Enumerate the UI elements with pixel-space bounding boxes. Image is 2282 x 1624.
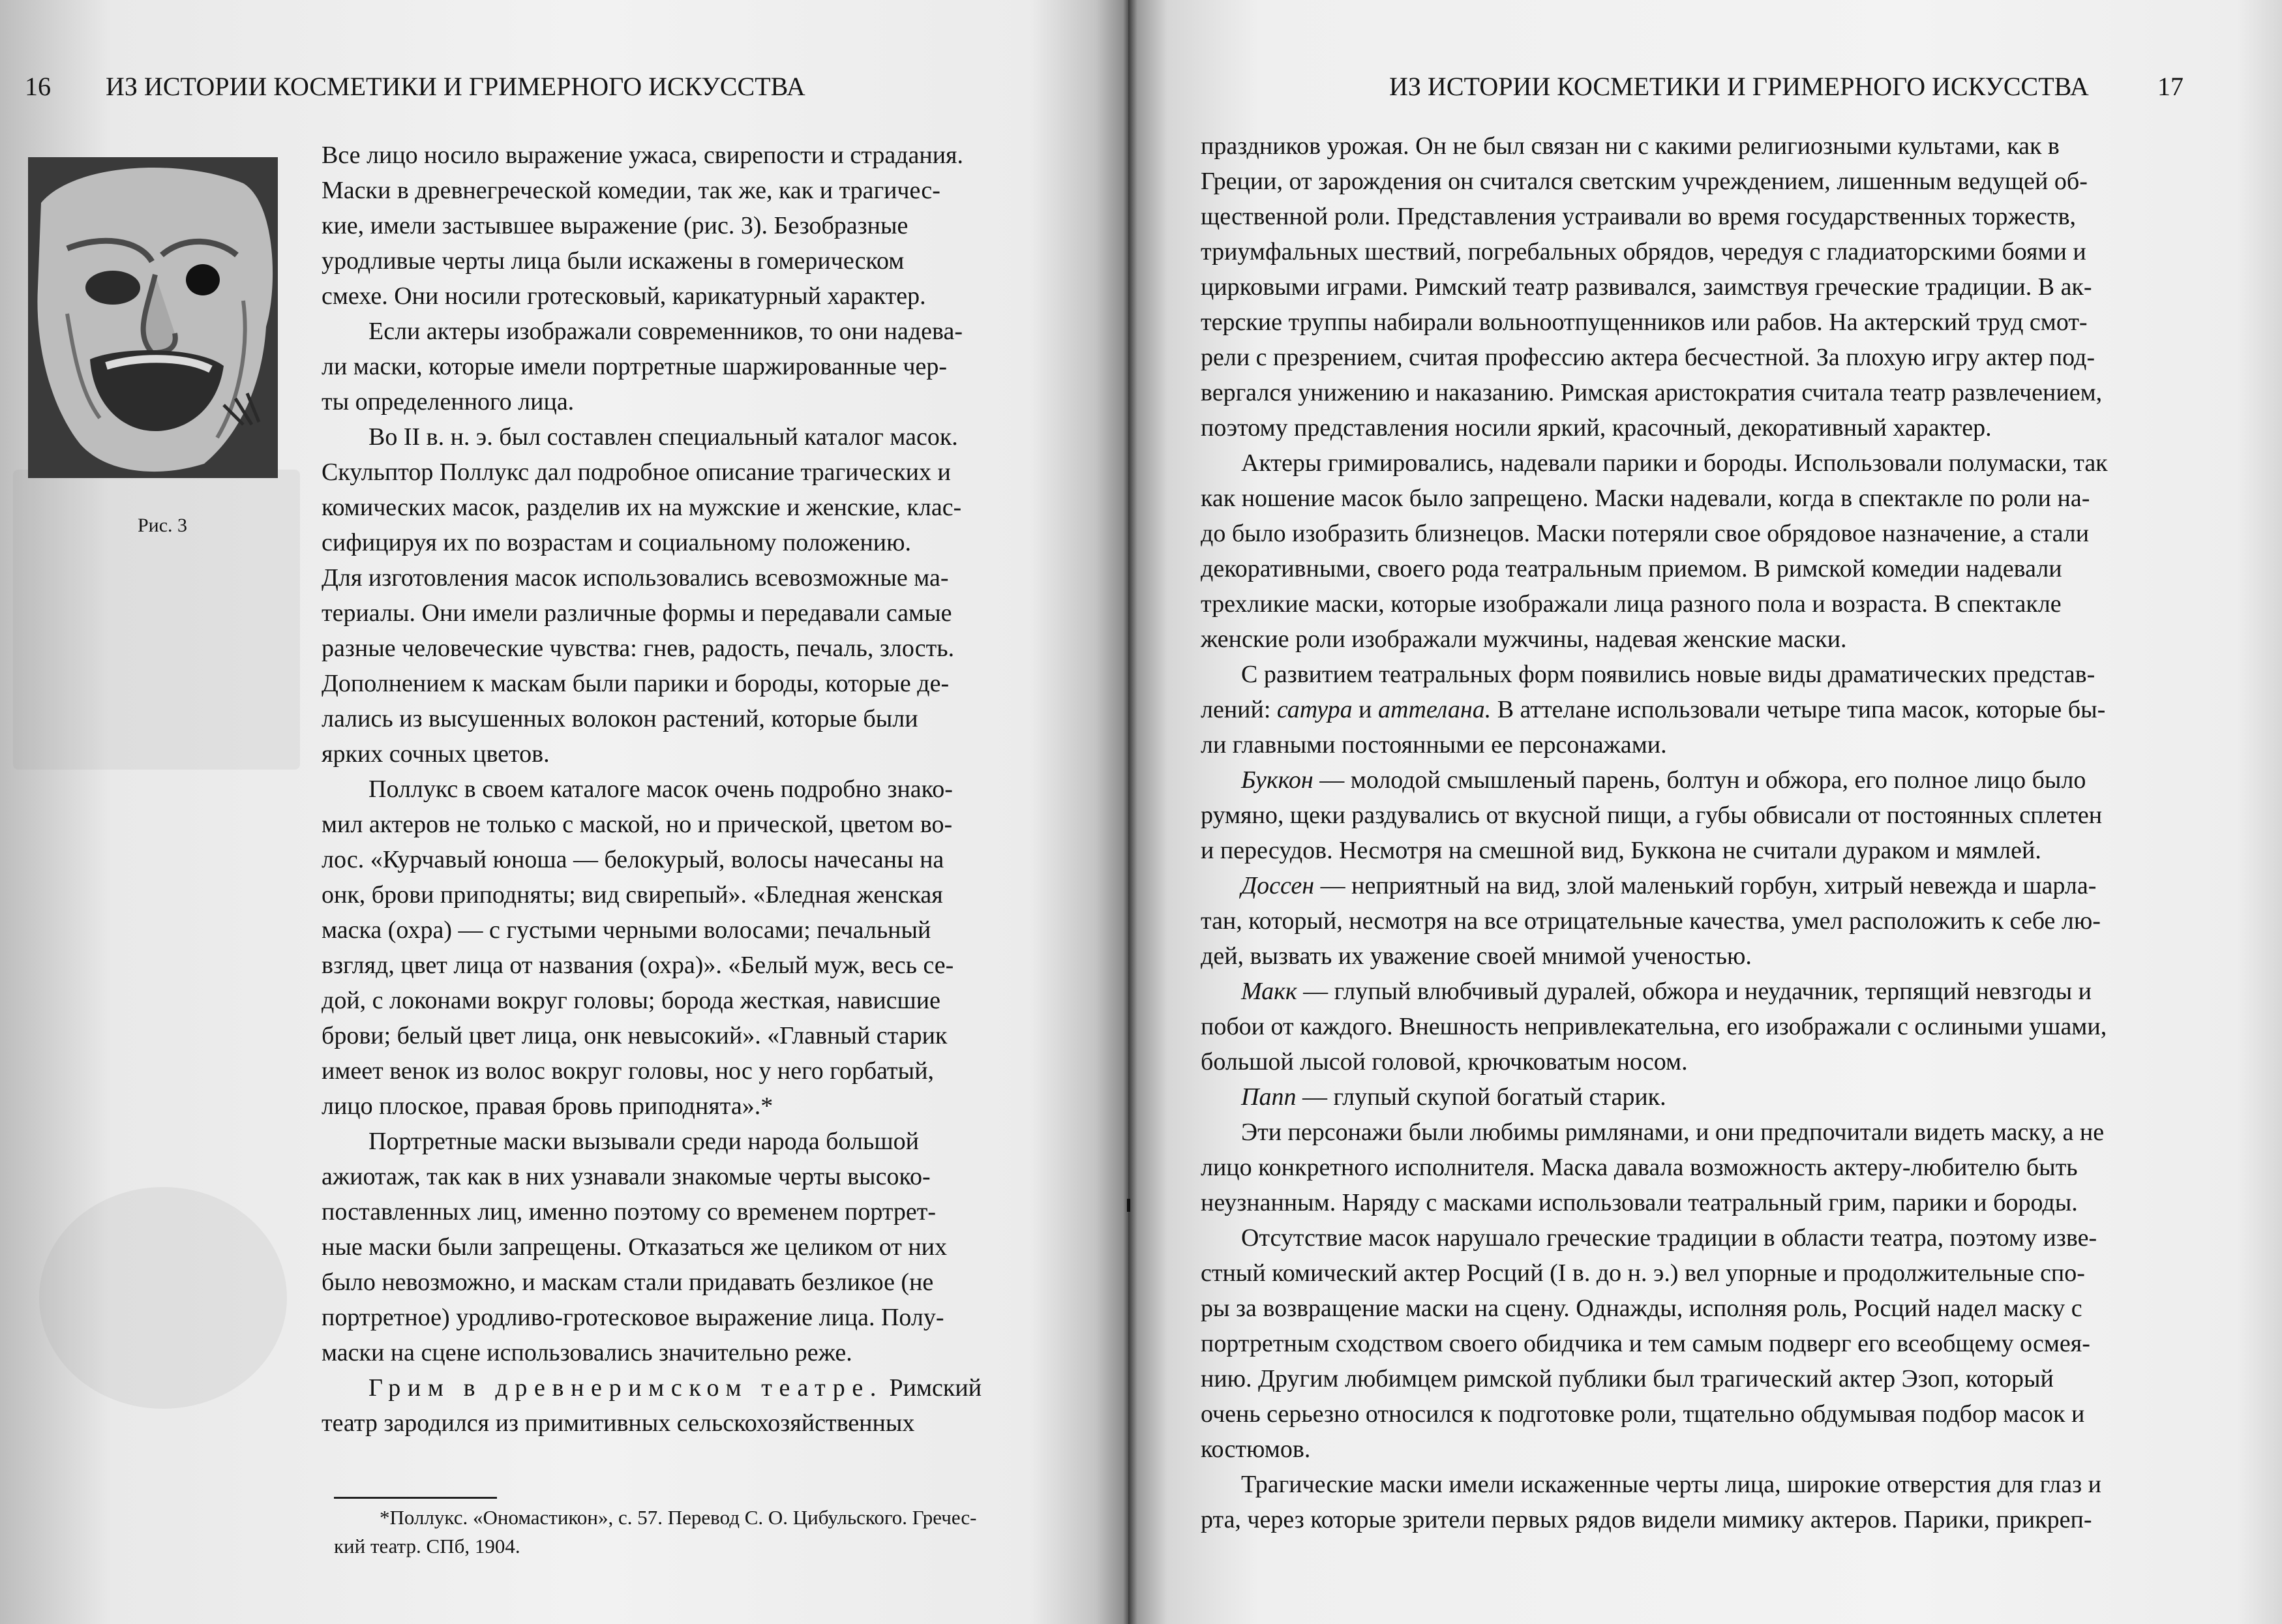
footnote <box>334 1503 976 1561</box>
text-line: рели с презрением, считая профессию актера бесчестной. За плохую игру актер под- <box>1201 344 2095 371</box>
text-line: неузнанным. Наряду с масками использовали театральный грим, парики и бороды. <box>1201 1189 2078 1216</box>
text-fragment: — глупый скупой богатый старик. <box>1296 1083 1666 1111</box>
genre-term: аттелана. <box>1378 696 1492 723</box>
text-line: трехликие маски, которые изображали лица разного пола и возраста. В спектакле <box>1201 590 2062 618</box>
mask-photo <box>28 157 278 478</box>
text-line: ры за возвращение маски на сцену. Однажды, исполняя роль, Росций надел маску с <box>1201 1295 2082 1322</box>
text-line: нию. Другим любимцем римской публики был трагический актер Эзоп, который <box>1201 1365 2054 1392</box>
text-fragment: В аттелане использовали четыре типа масок, которые бы- <box>1491 696 2106 723</box>
text-fragment: — неприятный на вид, злой маленький горбун, хитрый невежда и шарла- <box>1314 872 2097 899</box>
section-heading: Грим в древнеримском театре. <box>368 1374 884 1402</box>
bleed-through-shadow <box>39 1187 287 1409</box>
footnote-line: кий театр. СПб, 1904. <box>334 1535 520 1557</box>
text-line: большой лысой головой, крючковатым носом. <box>1201 1048 1688 1075</box>
text-line: брови; белый цвет лица, онк невысокий». «Главный старик <box>322 1022 948 1049</box>
text-line: и пересудов. Несмотря на смешной вид, Буккона не считали дураком и мямлей. <box>1201 837 2041 864</box>
character-name: Буккон <box>1241 766 1314 794</box>
character-entry-line <box>1201 868 2202 903</box>
text-line: териалы. Они имели различные формы и передавали самые <box>322 599 952 627</box>
text-line: Все лицо носило выражение ужаса, свирепости и страдания. <box>322 142 964 169</box>
text-line: ные маски были запрещены. Отказаться же целиком от них <box>322 1233 948 1261</box>
text-line: сифицируя их по возрастам и социальному положению. <box>322 529 912 556</box>
text-line: Для изготовления масок использовались всевозможные ма- <box>322 564 949 592</box>
text-line: Скульптор Поллукс дал подробное описание трагических и <box>322 459 951 486</box>
text-line: маски на сцене использовались значительно реже. <box>322 1339 852 1366</box>
character-name: Папп <box>1241 1083 1297 1111</box>
text-line: поставленных лиц, именно поэтому со временем портрет- <box>322 1198 937 1226</box>
figure-caption: Рис. 3 <box>138 515 188 536</box>
text-line: тан, который, несмотря на все отрицательные качества, умел расположить к себе лю- <box>1201 907 2101 935</box>
text-line: ли главными постоянными ее персонажами. <box>1201 731 1667 759</box>
text-fragment: Римский <box>883 1374 982 1402</box>
text-line: терские труппы набирали вольноотпущенников или рабов. На актерский труд смот- <box>1201 308 2088 336</box>
text-line: поэтому представления носили яркий, красочный, декоративный характер. <box>1201 414 1992 442</box>
genre-term: сатура <box>1276 696 1353 723</box>
text-line: лицо плоское, правая бровь приподнята».* <box>322 1092 773 1120</box>
text-line: комических масок, разделив их на мужские и женские, клас- <box>322 494 962 521</box>
footnote-line: *Поллукс. «Ономастикон», с. 57. Перевод С. О. Цибульского. Гречес- <box>380 1506 977 1529</box>
right-body-text <box>1201 128 2202 1537</box>
left-page <box>0 0 1128 1624</box>
text-line: женские роли изображали мужчины, надевая женские маски. <box>1201 625 1847 653</box>
character-entry-line <box>1201 762 2202 798</box>
character-entry-line <box>1201 1079 2202 1115</box>
text-fragment: лений: <box>1201 696 1277 723</box>
text-line: Эти персонажи были любимы римлянами, и они предпочитали видеть маску, а не <box>1241 1119 2105 1146</box>
text-fragment: и <box>1352 696 1378 723</box>
section-heading-line <box>322 1370 1034 1406</box>
page-number: 17 <box>2157 72 2184 101</box>
text-line: портретное) уродливо-гротесковое выражение лица. Полу- <box>322 1304 944 1331</box>
text-line: было невозможно, и маскам стали придавать безликое (не <box>322 1269 934 1296</box>
text-line: ажиотаж, так как в них узнавали знакомые черты высоко- <box>322 1163 931 1190</box>
text-line: Поллукс в своем каталоге масок очень подробно знако- <box>368 775 953 803</box>
gutter-speck <box>1127 1199 1130 1212</box>
text-line: Если актеры изображали современников, то они надева- <box>368 318 963 345</box>
text-line: дой, с локонами вокруг головы; борода жесткая, нависшие <box>322 987 940 1014</box>
text-line: вергался унижению и наказанию. Римская аристократия считала театр развлечением, <box>1201 379 2103 406</box>
text-line: Греции, от зарождения он считался светским учреждением, лишенным ведущей об- <box>1201 168 2088 195</box>
text-line: щественной роли. Представления устраивали во время государственных торжеств, <box>1201 203 2077 230</box>
text-line: до было изобразить близнецов. Маски потеряли свое обрядовое назначение, а стали <box>1201 520 2090 547</box>
text-line: триумфальных шествий, погребальных обрядов, чередуя с гладиаторскими боями и <box>1201 238 2086 265</box>
text-line: Портретные маски вызывали среди народа большой <box>368 1128 919 1155</box>
text-line: лицо конкретного исполнителя. Маска давала возможность актеру-любителю быть <box>1201 1154 2078 1181</box>
text-line: взгляд, цвет лица от названия (охра)». «Белый муж, весь се- <box>322 952 954 979</box>
character-name: Доссен <box>1241 872 1315 899</box>
text-line: Во II в. н. э. был составлен специальный каталог масок. <box>368 423 958 451</box>
text-line: праздников урожая. Он не был связан ни с какими религиозными культами, как в <box>1201 132 2060 160</box>
text-line: Трагические маски имели искаженные черты лица, широкие отверстия для глаз и <box>1241 1471 2101 1498</box>
text-fragment: — молодой смышленый парень, болтун и обжора, его полное лицо было <box>1313 766 2086 794</box>
text-line: театр зародился из примитивных сельскохозяйственных <box>322 1409 915 1437</box>
text-line <box>1201 692 2202 727</box>
text-line: цирковыми играми. Римский театр развивался, заимствуя греческие традиции. В ак- <box>1201 273 2092 301</box>
text-line: уродливые черты лица были искажены в гомерическом <box>322 247 905 275</box>
text-line: побои от каждого. Внешность непривлекательна, его изображали с ослиными ушами, <box>1201 1013 2107 1040</box>
text-line: Отсутствие масок нарушало греческие традиции в области театра, поэтому изве- <box>1241 1224 2097 1252</box>
character-entry-line <box>1201 974 2202 1009</box>
text-line: декоративными, своего рода театральным приемом. В римской комедии надевали <box>1201 555 2062 582</box>
text-line: Актеры гримировались, надевали парики и бороды. Использовали полумаски, так <box>1241 449 2108 477</box>
text-line: румяно, щеки раздувались от вкусной пищи, а губы обвисали от постоянных сплетен <box>1201 802 2103 829</box>
text-line: очень серьезно относился к подготовке роли, тщательно обдумывая подбор масок и <box>1201 1400 2085 1428</box>
character-name: Макк <box>1241 978 1297 1005</box>
text-line: рта, через которые зрители первых рядов видели мимику актеров. Парики, прикреп- <box>1201 1506 2092 1533</box>
text-line: разные человеческие чувства: гнев, радость, печаль, злость. <box>322 635 955 662</box>
page-number: 16 <box>25 72 51 101</box>
text-line: стный комический актер Росций (I в. до н. э.) вел упорные и продолжительные спо- <box>1201 1259 2085 1287</box>
text-line: Маски в древнегреческой комедии, так же, как и трагичес- <box>322 177 940 204</box>
footnote-rule <box>334 1497 497 1499</box>
text-fragment: — глупый влюбчивый дуралей, обжора и неудачник, терпящий невзгоды и <box>1297 978 2092 1005</box>
text-line: ты определенного лица. <box>322 388 575 415</box>
running-head: ИЗ ИСТОРИИ КОСМЕТИКИ И ГРИМЕРНОГО ИСКУССТВА <box>1389 72 2089 101</box>
text-line: костюмов. <box>1201 1436 1311 1463</box>
text-line: портретным сходством своего обидчика и тем самым подверг его всеобщему осмея- <box>1201 1330 2090 1357</box>
text-line: С развитием театральных форм появились новые виды драматических представ- <box>1241 661 2095 688</box>
text-line: смехе. Они носили гротесковый, карикатурный характер. <box>322 282 926 310</box>
text-line: кие, имели застывшее выражение (рис. 3). Безобразные <box>322 212 908 239</box>
text-line: онк, брови приподняты; вид свирепый». «Бледная женская <box>322 881 943 909</box>
text-line: ярких сочных цветов. <box>322 740 550 768</box>
text-line: лались из высушенных волокон растений, которые были <box>322 705 918 732</box>
text-line: как ношение масок было запрещено. Маски надевали, когда в спектакле по роли на- <box>1201 485 2090 512</box>
text-line: имеет венок из волос вокруг головы, нос у него горбатый, <box>322 1057 935 1085</box>
left-body-text <box>322 138 1034 1441</box>
text-line: мил актеров не только с маской, но и прической, цветом во- <box>322 811 953 838</box>
text-line: дей, вызвать их уважение своей мнимой ученостью. <box>1201 942 1752 970</box>
text-line: маска (охра) — с густыми черными волосами; печальный <box>322 916 931 944</box>
text-line: ли маски, которые имели портретные шаржированные чер- <box>322 353 948 380</box>
text-line: Дополнением к маскам были парики и бороды, которые де- <box>322 670 950 697</box>
text-line: лос. «Курчавый юноша — белокурый, волосы начесаны на <box>322 846 944 873</box>
running-head: ИЗ ИСТОРИИ КОСМЕТИКИ И ГРИМЕРНОГО ИСКУССТВА <box>106 72 805 101</box>
